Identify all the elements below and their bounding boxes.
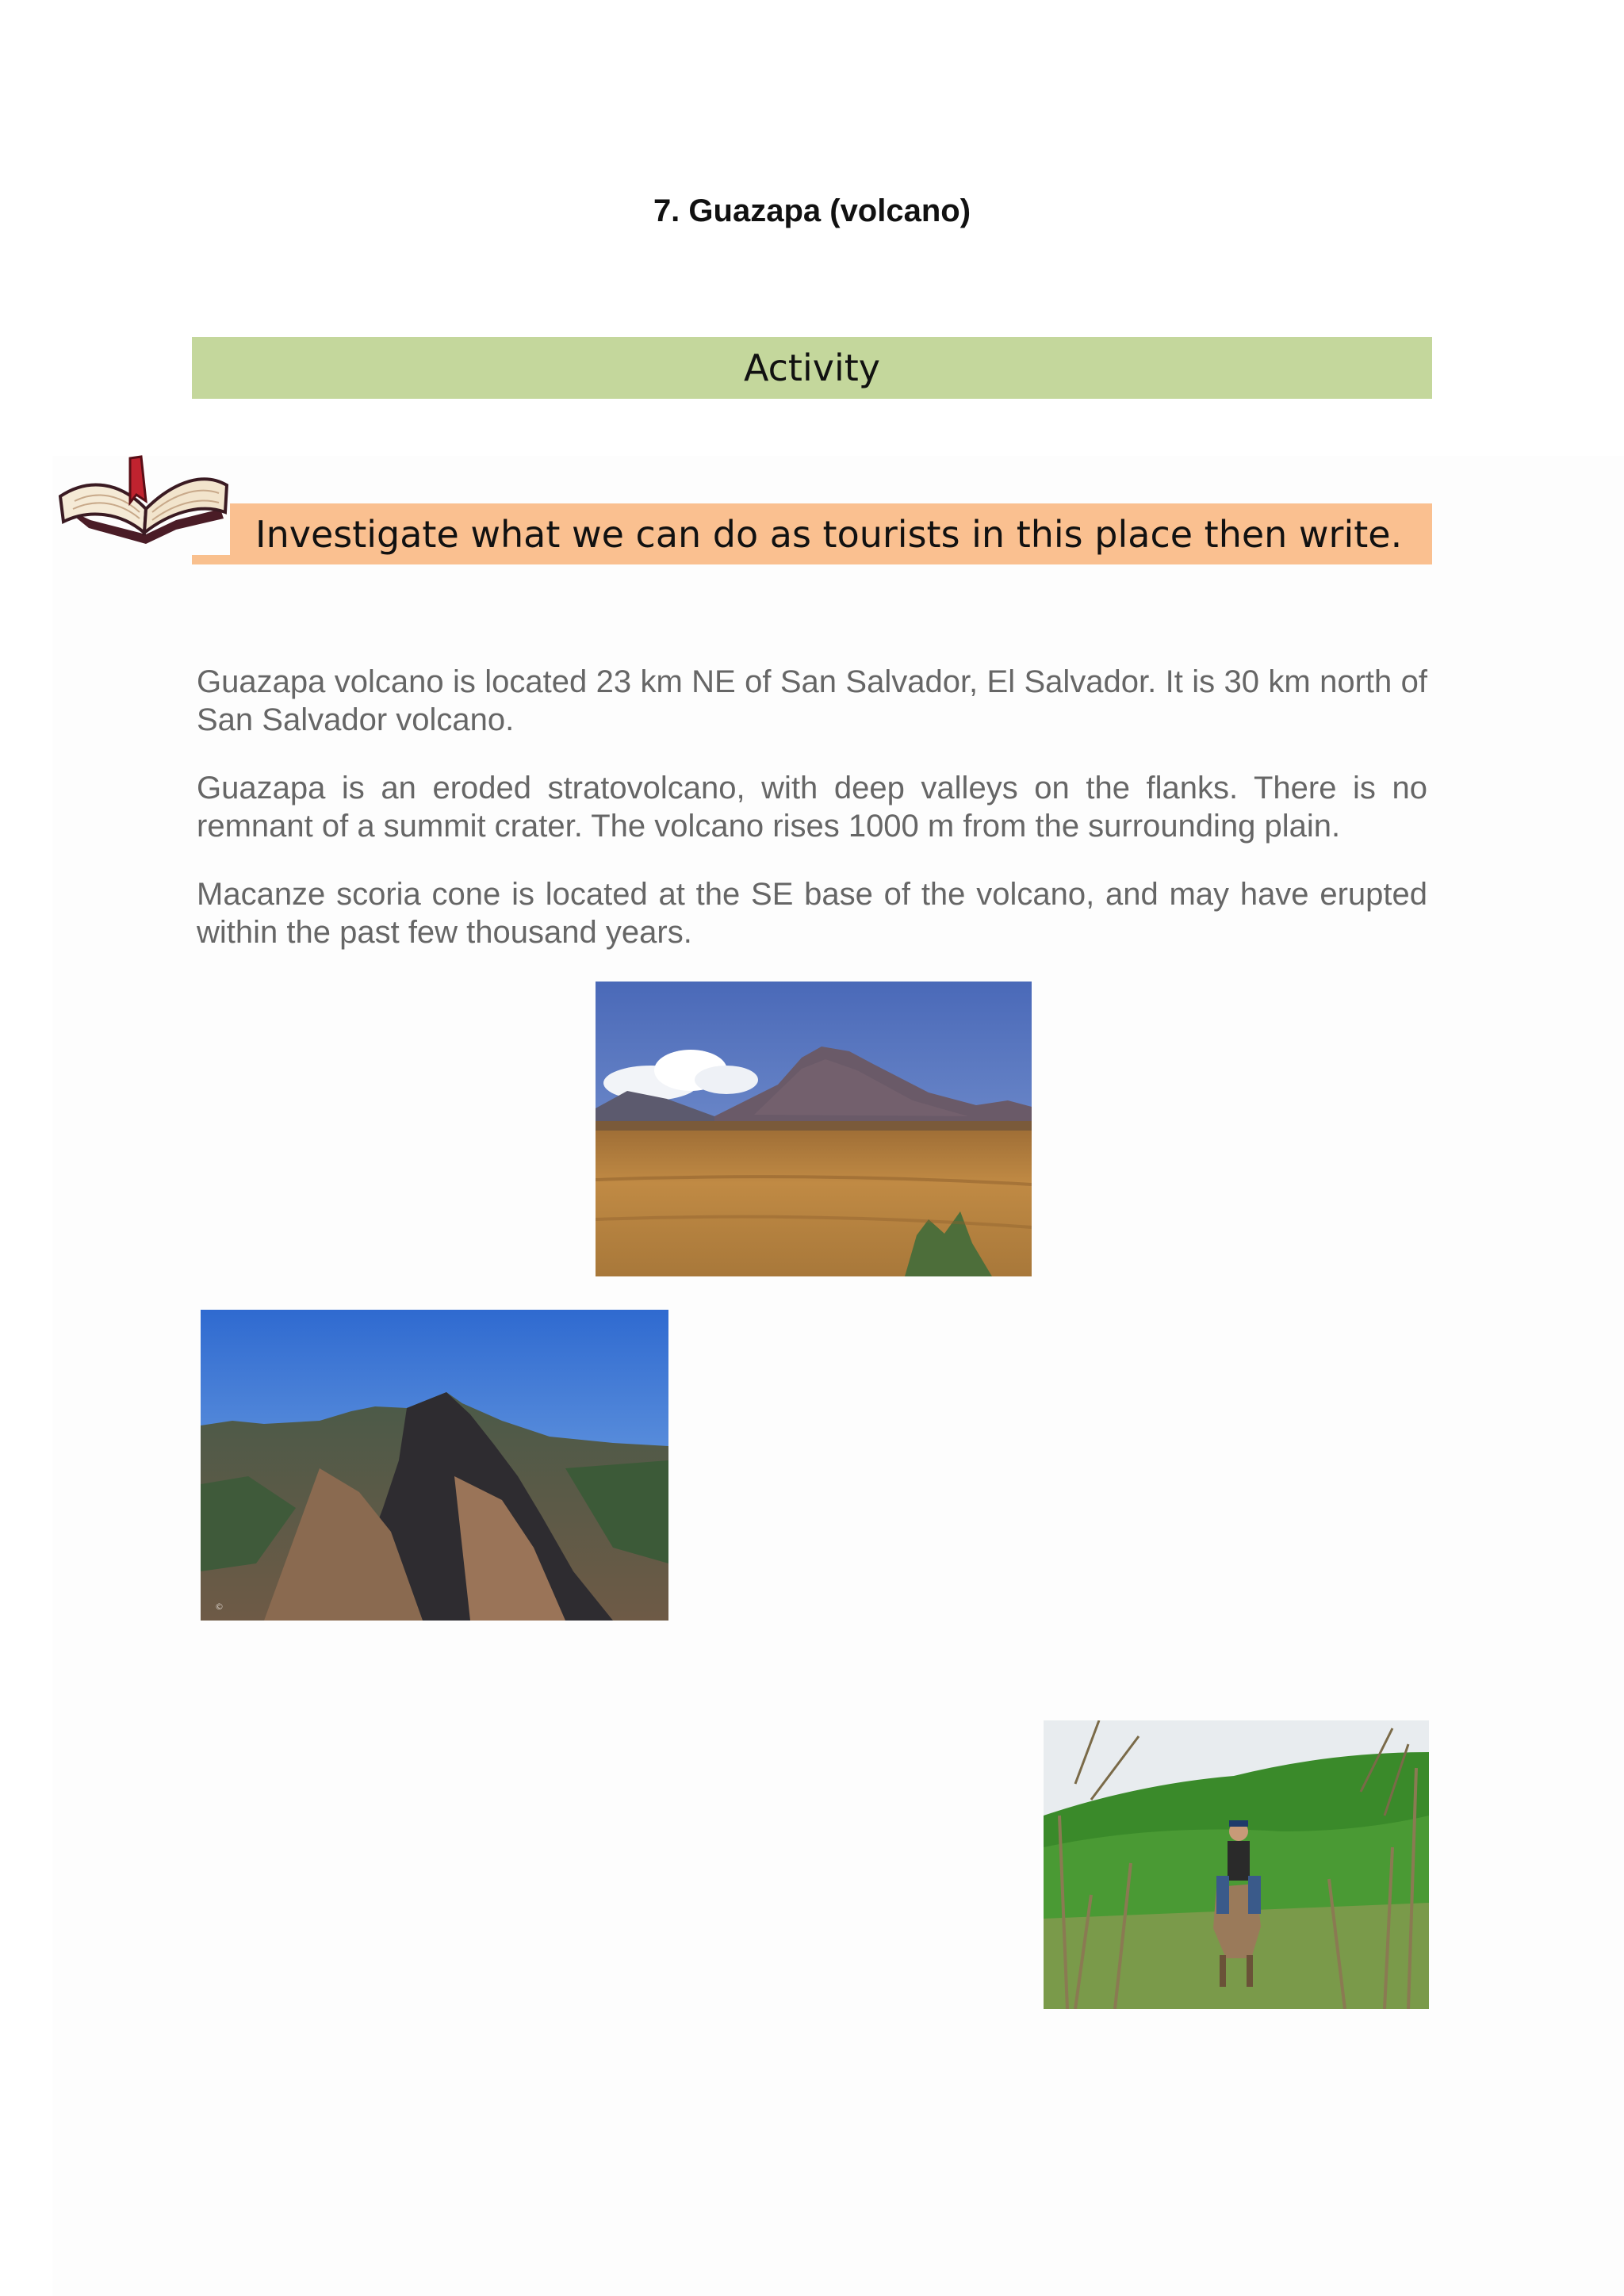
paragraph-location: Guazapa volcano is located 23 km NE of San Salvador, El Salvador. It is 30 km north of San Salvador volcano.	[197, 664, 1427, 737]
instruction-banner	[230, 503, 1432, 564]
activity-banner	[192, 337, 1432, 399]
page-title: 7. Guazapa (volcano)	[653, 193, 971, 228]
instruction-accent	[192, 555, 230, 564]
instruction-text: Investigate what we can do as tourists in this place then write.	[255, 512, 1403, 556]
volcano-aerial-photo	[201, 1310, 668, 1621]
svg-text:©: ©	[215, 1601, 224, 1612]
open-book-icon	[57, 446, 233, 549]
paragraph-macanze: Macanze scoria cone is located at the SE base of the volcano, and may have erupted within the past few thousand years.	[197, 877, 1427, 950]
activity-label: Activity	[743, 346, 881, 389]
volcano-plain-photo	[596, 982, 1032, 1276]
horse-rider-photo	[1044, 1720, 1429, 2009]
paragraph-description: Guazapa is an eroded stratovolcano, with deep valleys on the flanks. There is no remnant of a summit crater. The volcano rises 1000 m from the surrounding plain.	[197, 771, 1427, 844]
